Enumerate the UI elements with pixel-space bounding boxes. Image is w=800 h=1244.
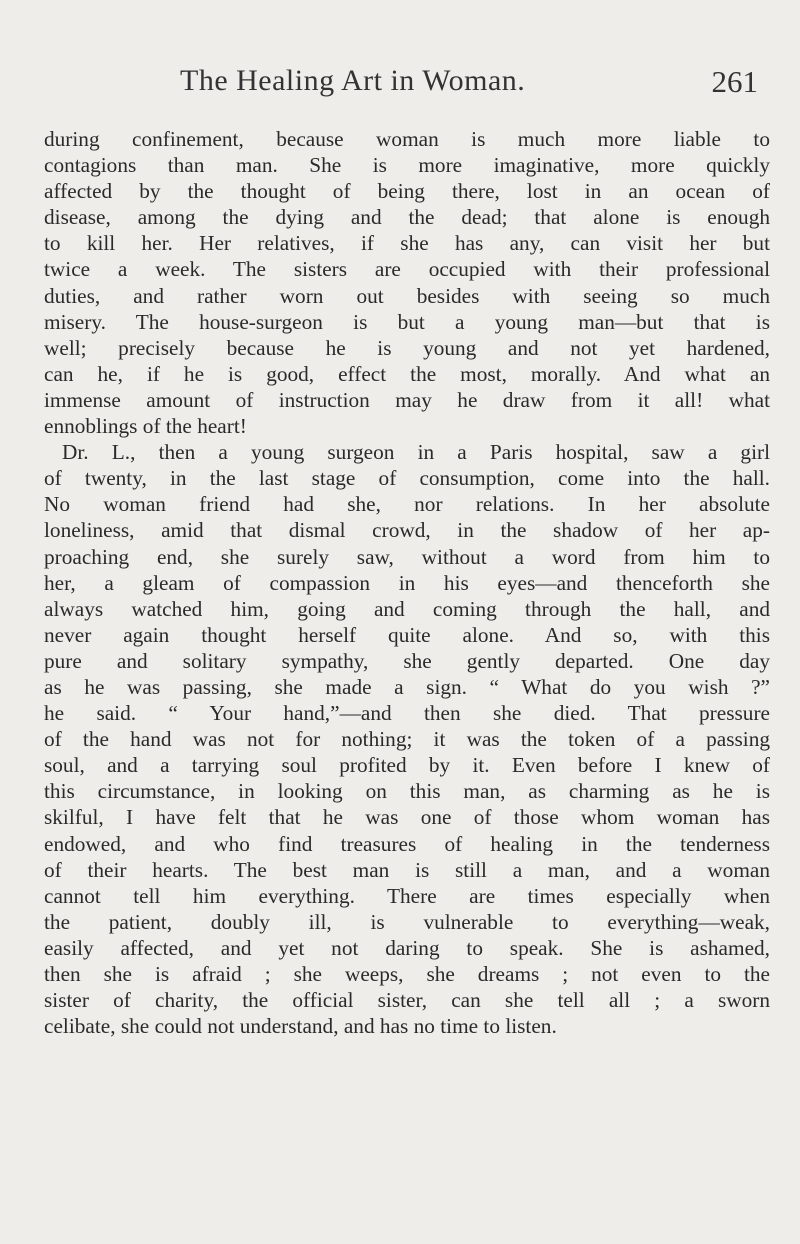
text-line: to kill her. Her relatives, if she has any, can visit her but [44, 231, 770, 256]
text-line: he said. “ Your hand,”—and then she died. That pressure [44, 701, 770, 726]
text-line: well; precisely because he is young and not yet hardened, [44, 335, 770, 360]
text-line: celibate, she could not understand, and has no time to listen. [44, 1014, 557, 1039]
text-line: proaching end, she surely saw, without a word from him to [44, 544, 770, 569]
text-line: soul, and a tarrying soul profited by it. Even before I knew of [44, 753, 770, 778]
text-line: ennoblings of the heart! [44, 414, 247, 439]
text-line: misery. The house-surgeon is but a young man—but that is [44, 309, 770, 334]
text-line: endowed, and who find treasures of healing in the tenderness [44, 831, 770, 856]
text-line: Dr. L., then a young surgeon in a Paris hospital, saw a girl [62, 440, 770, 465]
running-title: The Healing Art in Woman. [180, 64, 526, 97]
page-header [150, 64, 758, 108]
text-line: skilful, I have felt that he was one of those whom woman has [44, 805, 770, 830]
text-line: immense amount of instruction may he draw from it all! what [44, 387, 770, 412]
text-line: this circumstance, in looking on this man, as charming as he is [44, 779, 770, 804]
text-line: No woman friend had she, nor relations. In her absolute [44, 492, 770, 517]
text-line: disease, among the dying and the dead; that alone is enough [44, 205, 770, 230]
text-line: during confinement, because woman is much more liable to [44, 127, 770, 151]
text-line: twice a week. The sisters are occupied with their professional [44, 257, 770, 282]
text-line: contagions than man. She is more imaginative, more quickly [44, 153, 770, 178]
text-line: affected by the thought of being there, lost in an ocean of [44, 179, 770, 204]
page-number: 261 [711, 64, 758, 99]
text-line: loneliness, amid that dismal crowd, in the shadow of her ap- [44, 518, 770, 543]
text-line: can he, if he is good, effect the most, morally. And what an [44, 361, 770, 386]
text-line: always watched him, going and coming through the hall, and [44, 596, 770, 621]
text-line: of twenty, in the last stage of consumption, come into the hall. [44, 466, 770, 491]
text-line: cannot tell him everything. There are times especially when [44, 883, 770, 908]
text-line: pure and solitary sympathy, she gently departed. One day [44, 648, 770, 673]
text-line: her, a gleam of compassion in his eyes—and thenceforth she [44, 570, 770, 595]
text-line: duties, and rather worn out besides with seeing so much [44, 283, 770, 308]
text-line: never again thought herself quite alone. And so, with this [44, 622, 770, 647]
text-line: of the hand was not for nothing; it was the token of a passing [44, 727, 770, 752]
text-line: of their hearts. The best man is still a man, and a woman [44, 857, 770, 882]
text-line: as he was passing, she made a sign. “ What do you wish ?” [44, 674, 770, 699]
text-line: easily affected, and yet not daring to speak. She is ashamed, [44, 935, 770, 960]
body-text [44, 126, 770, 1039]
text-line: sister of charity, the official sister, can she tell all ; a sworn [44, 988, 770, 1013]
text-line: then she is afraid ; she weeps, she dreams ; not even to the [44, 962, 770, 986]
text-line: the patient, doubly ill, is vulnerable to everything—weak, [44, 909, 770, 934]
